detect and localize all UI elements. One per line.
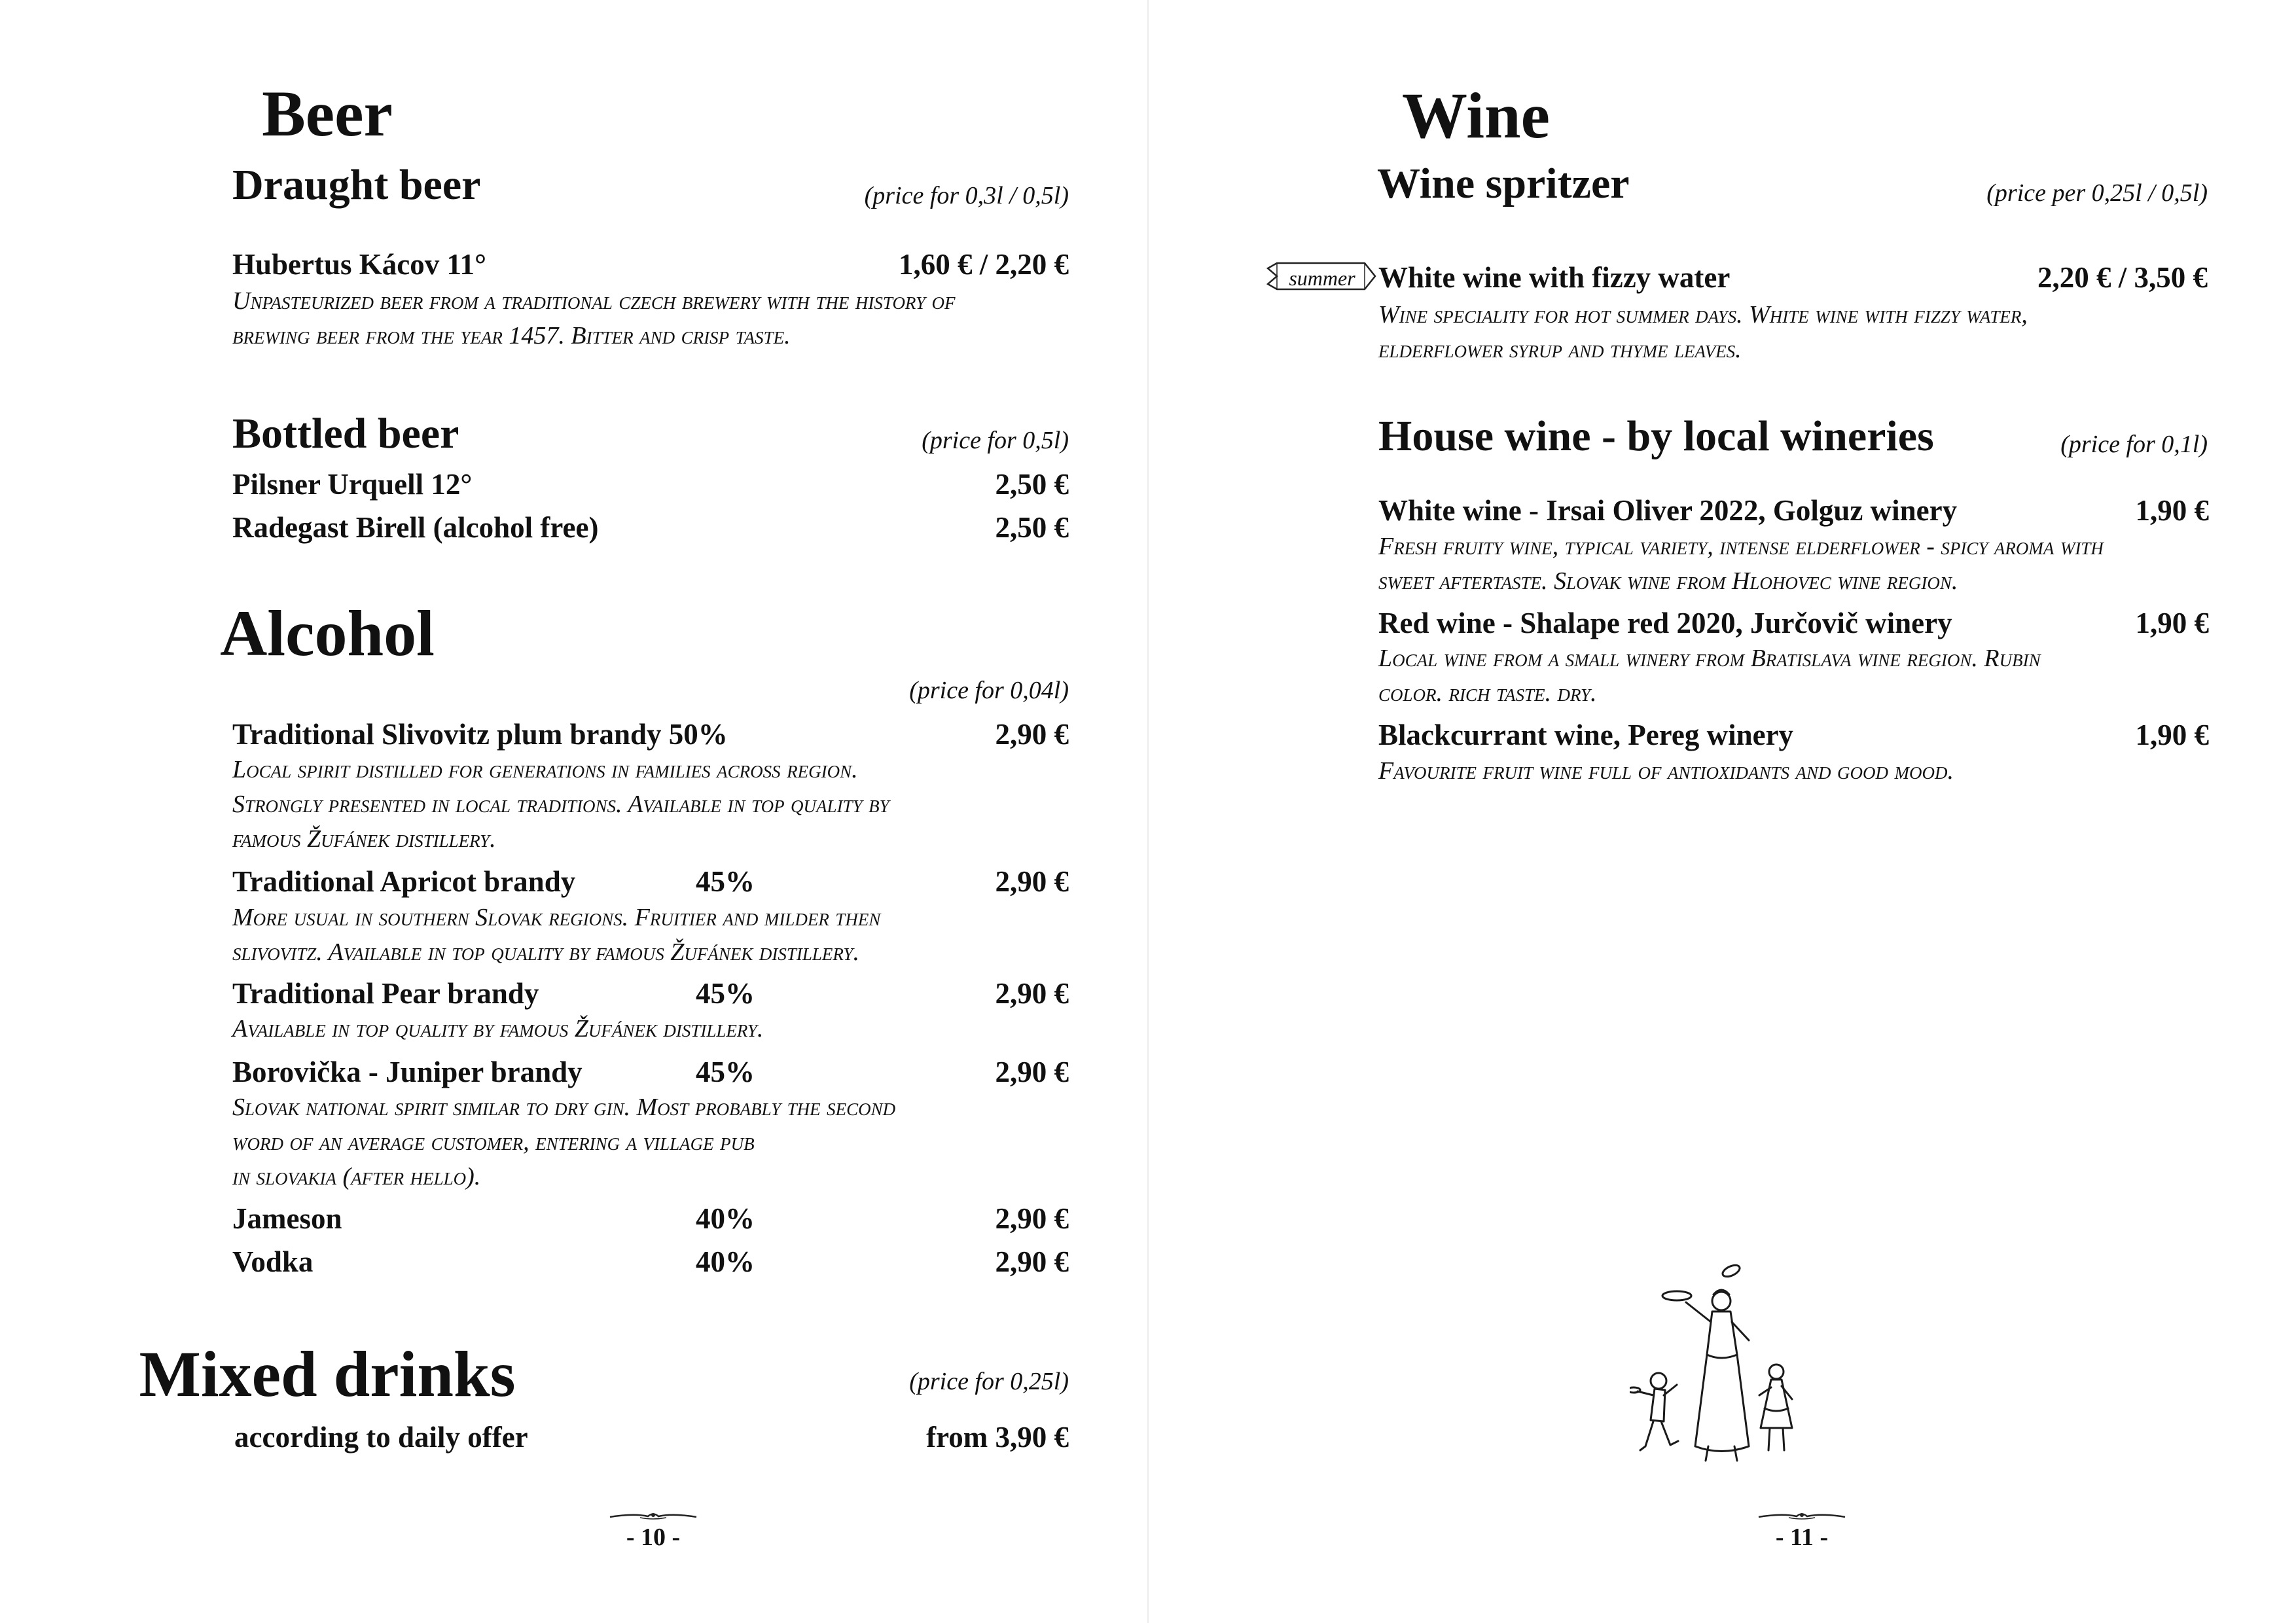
menu-item-abv: 45% bbox=[696, 977, 755, 1010]
menu-item-price: 2,50 € bbox=[995, 511, 1069, 544]
menu-item-name: Traditional Apricot brandy bbox=[232, 865, 576, 898]
menu-item-description: Fresh fruity wine, typical variety, intense elderflower - spicy aroma with sweet aftertaste. Slovak wine from Hlohovec wine region. bbox=[1378, 533, 2104, 595]
menu-item-description: Favourite fruit wine full of antioxidants and good mood. bbox=[1378, 757, 1954, 785]
daily-offer-text: according to daily offer bbox=[234, 1421, 528, 1454]
menu-item-description: Available in top quality by famous Žufánek distillery. bbox=[232, 1015, 764, 1043]
menu-item-abv: 45% bbox=[696, 1056, 755, 1088]
menu-item-description: Unpasteurized beer from a traditional czech brewery with the history of brewing beer from the year 1457. Bitter and crisp taste. bbox=[232, 287, 956, 349]
daily-offer-price: from 3,90 € bbox=[926, 1421, 1069, 1454]
menu-item-price: 2,90 € bbox=[995, 1056, 1069, 1088]
menu-item-price: 1,90 € bbox=[2135, 494, 2209, 527]
menu-item-abv: 40% bbox=[696, 1202, 755, 1235]
wine-spritzer-heading: Wine spritzer bbox=[1377, 160, 1630, 207]
menu-item-description: Wine speciality for hot summer days. White wine with fizzy water, elderflower syrup and thyme leaves. bbox=[1378, 301, 2028, 363]
draught-beer-price-note: (price for 0,3l / 0,5l) bbox=[864, 182, 1069, 209]
menu-item-price: 2,90 € bbox=[995, 718, 1069, 751]
menu-item-description: Local spirit distilled for generations in families across region. Strongly presented in local traditions. Available in top quality by famous Žufánek distillery. bbox=[232, 756, 889, 853]
summer-badge: summer bbox=[1289, 266, 1355, 290]
menu-item-abv: 40% bbox=[696, 1245, 755, 1278]
bottled-beer-price-note: (price for 0,5l) bbox=[922, 427, 1069, 454]
mixed-drinks-title: Mixed drinks bbox=[139, 1338, 516, 1410]
right-page bbox=[1149, 0, 2296, 1623]
menu-item-price: 1,60 € / 2,20 € bbox=[898, 248, 1069, 281]
menu-item-name: Radegast Birell (alcohol free) bbox=[232, 511, 599, 544]
left-page bbox=[0, 0, 1147, 1623]
menu-item-price: 2,20 € / 3,50 € bbox=[2037, 261, 2208, 294]
menu-item-price: 2,90 € bbox=[995, 1202, 1069, 1235]
page-ornament-icon bbox=[1756, 1509, 1848, 1522]
menu-item-name: Hubertus Kácov 11° bbox=[232, 248, 487, 281]
menu-item-name: Traditional Slivovitz plum brandy 50% bbox=[232, 718, 728, 751]
draught-beer-heading: Draught beer bbox=[232, 161, 481, 209]
menu-item-price: 1,90 € bbox=[2135, 719, 2209, 751]
menu-item-name: Traditional Pear brandy bbox=[232, 977, 539, 1010]
menu-item-price: 2,90 € bbox=[995, 865, 1069, 898]
alcohol-title: Alcohol bbox=[220, 597, 435, 669]
house-wine-price-note: (price for 0,1l) bbox=[2060, 431, 2208, 458]
menu-item-description: Slovak national spirit similar to dry gin. Most probably the second word of an average customer, entering a village pub in slovakia (after hello). bbox=[232, 1094, 896, 1190]
menu-item-price: 2,90 € bbox=[995, 1245, 1069, 1278]
wine-spritzer-price-note: (price per 0,25l / 0,5l) bbox=[1986, 179, 2208, 207]
page-number: - 10 - bbox=[626, 1524, 681, 1551]
beer-title: Beer bbox=[262, 77, 393, 150]
menu-item-price: 2,50 € bbox=[995, 468, 1069, 501]
menu-item-name: Blackcurrant wine, Pereg winery bbox=[1378, 719, 1794, 751]
house-wine-heading: House wine - by local wineries bbox=[1378, 412, 1934, 460]
wine-title: Wine bbox=[1402, 79, 1550, 152]
menu-item-price: 2,90 € bbox=[995, 977, 1069, 1010]
menu-item-name: Borovička - Juniper brandy bbox=[232, 1056, 583, 1088]
bottled-beer-heading: Bottled beer bbox=[232, 410, 459, 457]
menu-item-name: Red wine - Shalape red 2020, Jurčovič winery bbox=[1378, 607, 1952, 639]
menu-item-price: 1,90 € bbox=[2135, 607, 2209, 639]
menu-item-name: White wine - Irsai Oliver 2022, Golguz winery bbox=[1378, 494, 1958, 527]
menu-item-description: Local wine from a small winery from Bratislava wine region. Rubin color. rich taste. dry. bbox=[1378, 645, 2041, 707]
menu-item-description: More usual in southern Slovak regions. Fruitier and milder then slivovitz. Available in top quality by famous Žufánek distillery. bbox=[232, 904, 881, 966]
menu-item-name: Vodka bbox=[232, 1245, 314, 1278]
menu-item-abv: 45% bbox=[696, 865, 755, 898]
alcohol-price-note: (price for 0,04l) bbox=[909, 677, 1069, 704]
mixed-drinks-price-note: (price for 0,25l) bbox=[909, 1368, 1069, 1395]
pancake-cook-illustration-icon bbox=[1630, 1257, 1806, 1499]
menu-item-name: Pilsner Urquell 12° bbox=[232, 468, 473, 501]
page-number: - 11 - bbox=[1775, 1524, 1829, 1551]
page-ornament-icon bbox=[607, 1509, 699, 1522]
menu-item-name: Jameson bbox=[232, 1202, 342, 1235]
menu-item-name: White wine with fizzy water bbox=[1378, 261, 1731, 294]
